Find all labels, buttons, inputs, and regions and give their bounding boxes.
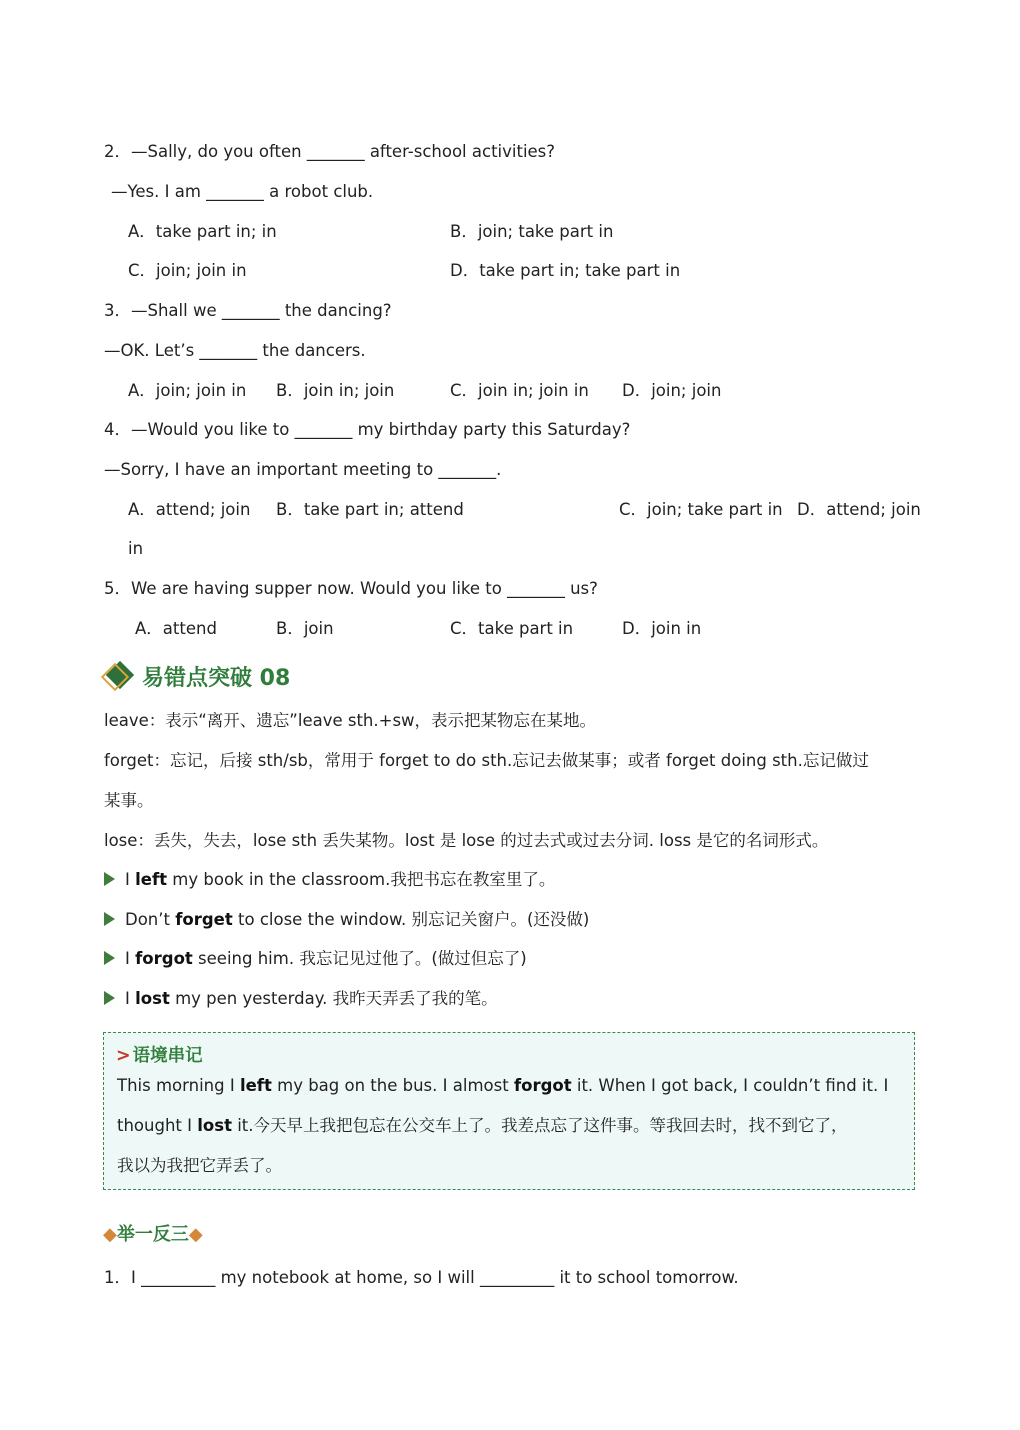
q5-option-b: B．join xyxy=(276,619,334,638)
q3-option-c: C．join in; join in xyxy=(450,381,589,400)
example-forget: Don’t forget to close the window. 别忘记关窗户。(还没做) xyxy=(104,909,589,931)
context-line-2: thought I lost it.今天早上我把包忘在公交车上了。我差点忘了这件事。等我回去时，找不到它了， xyxy=(117,1116,848,1135)
context-line-1: This morning I left my bag on the bus. I almost forgot it. When I got back, I couldn’t find it. I xyxy=(117,1076,889,1095)
context-line-3: 我以为我把它弄丢了。 xyxy=(117,1156,282,1175)
q5-stem: 5．We are having supper now. Would you like to _______ us? xyxy=(104,579,598,598)
practice-q1: 1．I _________ my notebook at home, so I will _________ it to school tomorrow. xyxy=(104,1268,739,1287)
q4-option-d-wrap: in xyxy=(128,539,144,558)
section-heading-text: 易错点突破 08 xyxy=(142,665,291,691)
bullet-triangle-icon xyxy=(104,912,115,926)
q4-option-b: B．take part in; attend xyxy=(276,500,464,519)
q4-stem: 4．—Would you like to _______ my birthday party this Saturday? xyxy=(104,420,631,439)
q3-option-d: D．join; join xyxy=(622,381,722,400)
bullet-triangle-icon xyxy=(104,951,115,965)
arrow-icon: > xyxy=(116,1046,131,1066)
q5-option-d: D．join in xyxy=(622,619,702,638)
leave-definition: leave：表示“离开、遗忘”leave sth.+sw，表示把某物忘在某地。 xyxy=(104,711,597,730)
q3-option-a: A．join; join in xyxy=(128,381,247,400)
q4-reply: —Sorry, I have an important meeting to _______. xyxy=(104,460,502,479)
q4-option-c: C．join; take part in xyxy=(619,500,783,519)
bullet-triangle-icon xyxy=(104,872,115,886)
q3-reply: —OK. Let’s _______ the dancers. xyxy=(104,341,366,360)
context-memory-box xyxy=(103,1032,915,1190)
q2-reply: —Yes. I am _______ a robot club. xyxy=(111,182,374,201)
q2-option-c: C．join; join in xyxy=(128,261,247,280)
example-left: I left my book in the classroom.我把书忘在教室里了。 xyxy=(104,869,555,891)
q2-stem: 2．—Sally, do you often _______ after-school activities? xyxy=(104,142,556,161)
q5-option-a: A．attend xyxy=(135,619,217,638)
context-box-title: > 语境串记 xyxy=(116,1046,203,1066)
forget-definition-wrap: 某事。 xyxy=(104,791,154,810)
bullet-triangle-icon xyxy=(104,991,115,1005)
example-lost: I lost my pen yesterday. 我昨天弄丢了我的笔。 xyxy=(104,988,498,1010)
forget-definition: forget：忘记，后接 sth/sb，常用于 forget to do sth.忘记去做某事；或者 forget doing sth.忘记做过 xyxy=(104,751,869,770)
q5-option-c: C．take part in xyxy=(450,619,574,638)
q3-stem: 3．—Shall we _______ the dancing? xyxy=(104,301,392,320)
q2-option-b: B．join; take part in xyxy=(450,222,614,241)
practice-heading: ◆举一反三◆ xyxy=(103,1224,203,1245)
q4-option-d: D．attend; join xyxy=(797,500,921,519)
q2-option-a: A．take part in; in xyxy=(128,222,277,241)
q2-option-d: D．take part in; take part in xyxy=(450,261,681,280)
diamond-icon xyxy=(104,660,138,692)
q3-option-b: B．join in; join xyxy=(276,381,395,400)
example-forgot: I forgot seeing him. 我忘记见过他了。(做过但忘了) xyxy=(104,948,527,970)
lose-definition: lose：丢失，失去，lose sth 丢失某物。lost 是 lose 的过去式或过去分词. loss 是它的名词形式。 xyxy=(104,831,829,850)
section-heading xyxy=(104,660,290,692)
q4-option-a: A．attend; join xyxy=(128,500,251,519)
